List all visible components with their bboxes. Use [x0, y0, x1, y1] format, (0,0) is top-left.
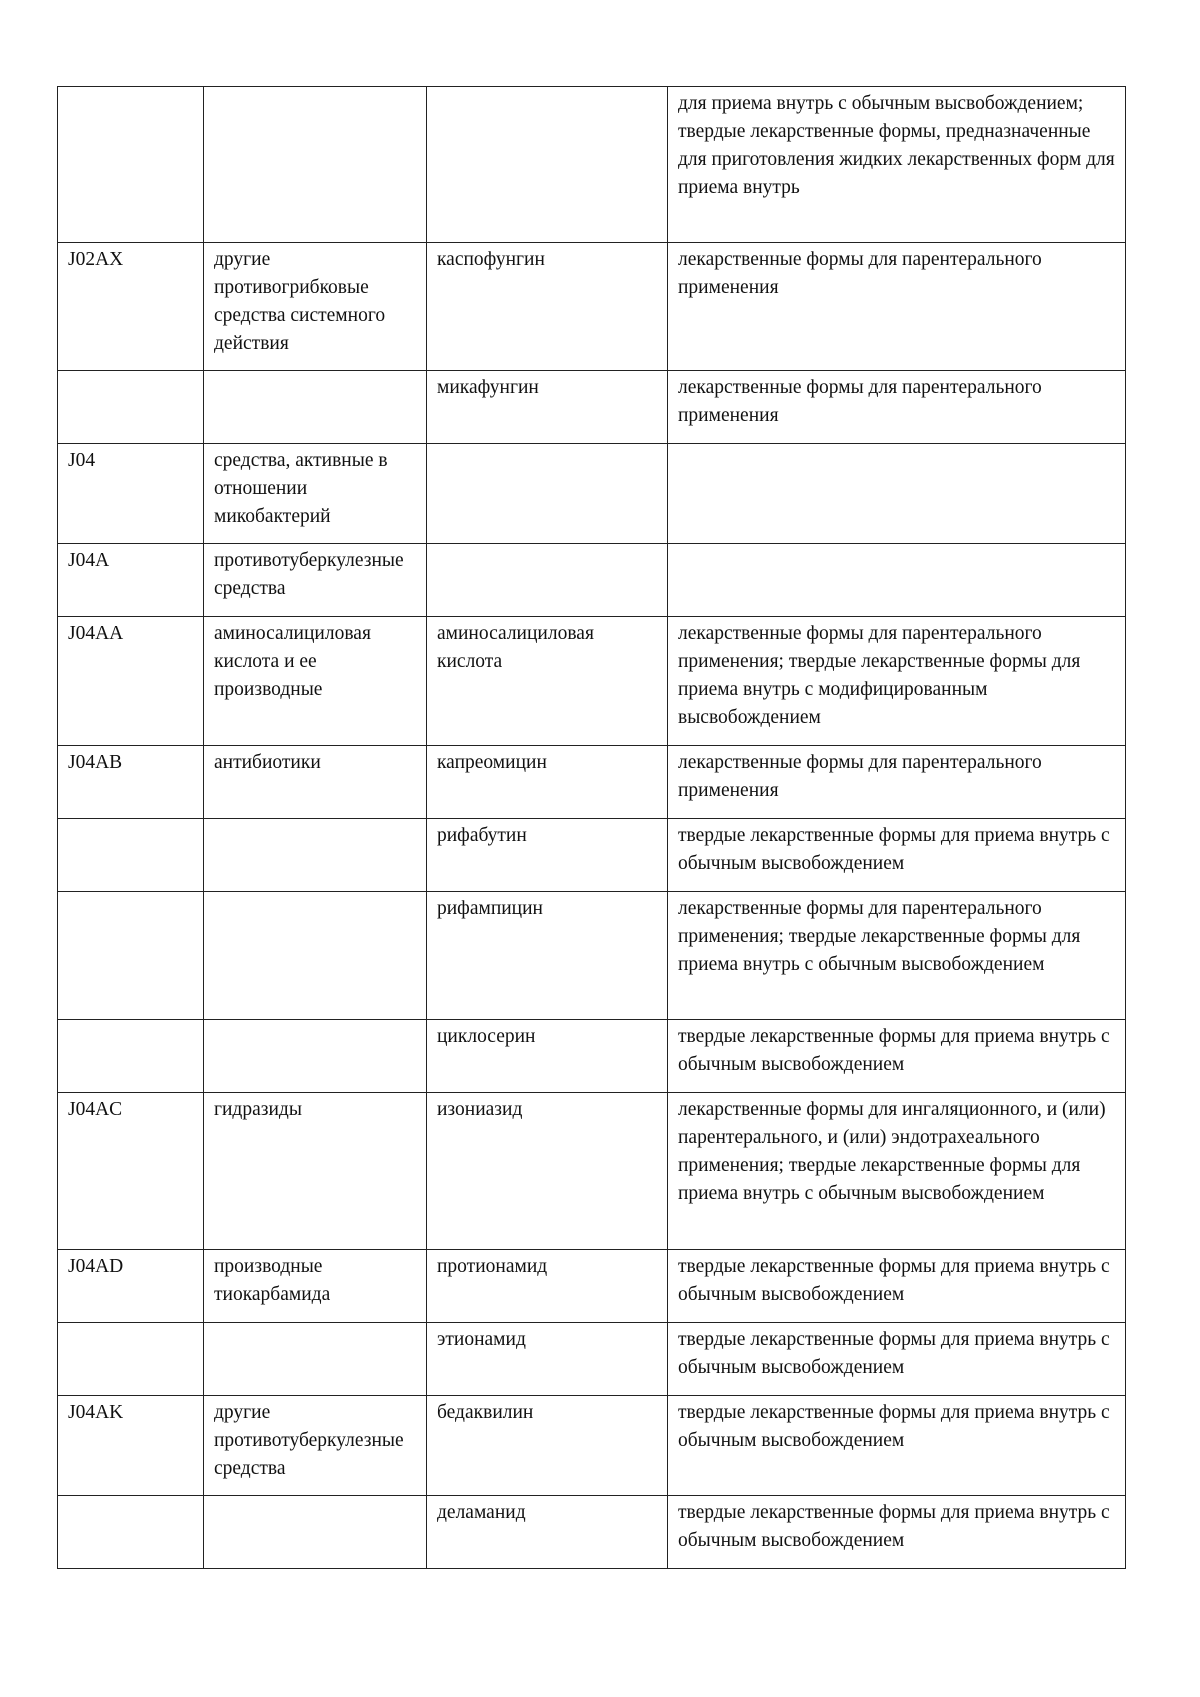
table-row — [58, 87, 1126, 243]
drug-name-cell: деламанид — [427, 1496, 668, 1569]
dosage-form-cell: для приема внутрь с обычным высвобождением; твердые лекарственные формы, предназначенные для приготовления жидких лекарственных форм для приема внутрь — [668, 87, 1126, 243]
atc-code-cell — [58, 1323, 204, 1396]
dosage-form-cell: лекарственные формы для парентерального применения — [668, 746, 1126, 819]
drug-name-cell: рифабутин — [427, 819, 668, 892]
table-row — [58, 746, 1126, 819]
dosage-form-cell: твердые лекарственные формы для приема внутрь с обычным высвобождением — [668, 1020, 1126, 1093]
atc-code-cell: J04AB — [58, 746, 204, 819]
table-row — [58, 617, 1126, 746]
table-row — [58, 819, 1126, 892]
dosage-form-cell: лекарственные формы для парентерального применения — [668, 371, 1126, 444]
atc-code-cell — [58, 87, 204, 243]
drug-name-cell: бедаквилин — [427, 1396, 668, 1496]
table-row — [58, 1396, 1126, 1496]
dosage-form-cell: лекарственные формы для парентерального применения; твердые лекарственные формы для приема внутрь с модифицированным высвобождением — [668, 617, 1126, 746]
atc-code-cell — [58, 371, 204, 444]
dosage-form-cell — [668, 444, 1126, 544]
drug-name-cell: аминосалициловая кислота — [427, 617, 668, 746]
table-row — [58, 892, 1126, 1020]
dosage-form-cell: лекарственные формы для парентерального применения — [668, 243, 1126, 371]
anatomical-group-cell — [204, 1496, 427, 1569]
atc-code-cell: J04AC — [58, 1093, 204, 1250]
atc-code-cell: J04AK — [58, 1396, 204, 1496]
drug-name-cell: рифампицин — [427, 892, 668, 1020]
drug-name-cell: протионамид — [427, 1250, 668, 1323]
drug-name-cell: микафунгин — [427, 371, 668, 444]
atc-code-cell — [58, 1020, 204, 1093]
drug-name-cell: капреомицин — [427, 746, 668, 819]
dosage-form-cell — [668, 544, 1126, 617]
anatomical-group-cell: гидразиды — [204, 1093, 427, 1250]
atc-code-cell: J04AD — [58, 1250, 204, 1323]
anatomical-group-cell: средства, активные в отношении микобактерий — [204, 444, 427, 544]
atc-code-cell: J04AA — [58, 617, 204, 746]
anatomical-group-cell: антибиотики — [204, 746, 427, 819]
anatomical-group-cell: аминосалициловая кислота и ее производные — [204, 617, 427, 746]
anatomical-group-cell: производные тиокарбамида — [204, 1250, 427, 1323]
drug-name-cell: каспофунгин — [427, 243, 668, 371]
anatomical-group-cell — [204, 1020, 427, 1093]
dosage-form-cell: твердые лекарственные формы для приема внутрь с обычным высвобождением — [668, 1496, 1126, 1569]
dosage-form-cell: твердые лекарственные формы для приема внутрь с обычным высвобождением — [668, 819, 1126, 892]
drug-name-cell — [427, 87, 668, 243]
anatomical-group-cell — [204, 819, 427, 892]
drug-name-cell: циклосерин — [427, 1020, 668, 1093]
anatomical-group-cell — [204, 1323, 427, 1396]
anatomical-group-cell — [204, 87, 427, 243]
table-row — [58, 1093, 1126, 1250]
atc-code-cell: J04 — [58, 444, 204, 544]
dosage-form-cell: лекарственные формы для парентерального применения; твердые лекарственные формы для приема внутрь с обычным высвобождением — [668, 892, 1126, 1020]
anatomical-group-cell: противотуберкулезные средства — [204, 544, 427, 617]
dosage-form-cell: твердые лекарственные формы для приема внутрь с обычным высвобождением — [668, 1323, 1126, 1396]
anatomical-group-cell: другие противотуберкулезные средства — [204, 1396, 427, 1496]
table-row — [58, 444, 1126, 544]
anatomical-group-cell — [204, 892, 427, 1020]
drug-name-cell — [427, 444, 668, 544]
drug-name-cell: изониазид — [427, 1093, 668, 1250]
table-row — [58, 243, 1126, 371]
dosage-form-cell: твердые лекарственные формы для приема внутрь с обычным высвобождением — [668, 1396, 1126, 1496]
atc-code-cell: J04A — [58, 544, 204, 617]
drug-name-cell: этионамид — [427, 1323, 668, 1396]
table-row — [58, 1496, 1126, 1569]
table-row — [58, 1323, 1126, 1396]
table-row — [58, 544, 1126, 617]
table-row — [58, 1020, 1126, 1093]
drug-name-cell — [427, 544, 668, 617]
atc-code-cell — [58, 1496, 204, 1569]
dosage-form-cell: лекарственные формы для ингаляционного, и (или) парентерального, и (или) эндотрахеального применения; твердые лекарственные формы для приема внутрь с обычным высвобождением — [668, 1093, 1126, 1250]
anatomical-group-cell: другие противогрибковые средства системного действия — [204, 243, 427, 371]
table-row — [58, 371, 1126, 444]
table-body — [58, 87, 1126, 1569]
drug-table — [57, 86, 1126, 1569]
atc-code-cell — [58, 892, 204, 1020]
table-row — [58, 1250, 1126, 1323]
dosage-form-cell: твердые лекарственные формы для приема внутрь с обычным высвобождением — [668, 1250, 1126, 1323]
atc-code-cell: J02AX — [58, 243, 204, 371]
atc-code-cell — [58, 819, 204, 892]
anatomical-group-cell — [204, 371, 427, 444]
